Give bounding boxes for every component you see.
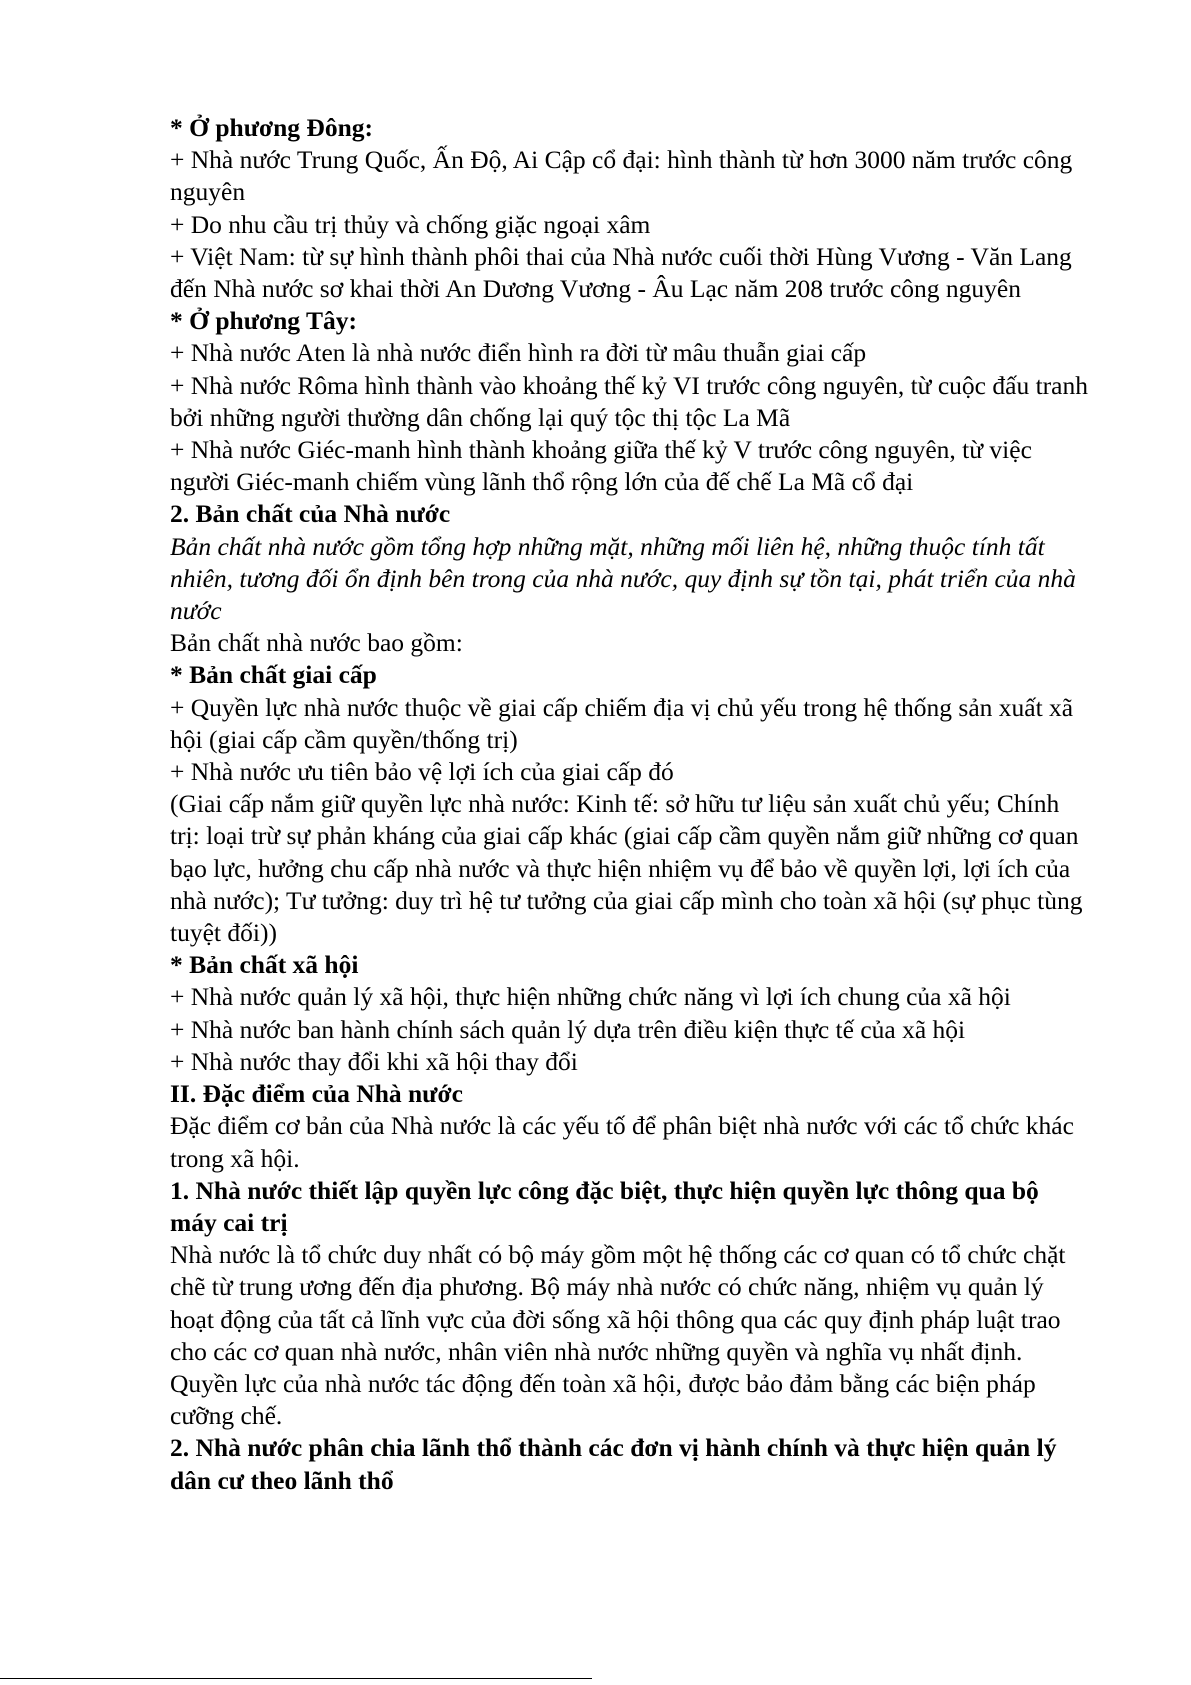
- section-heading-territory: 2. Nhà nước phân chia lãnh thổ thành các đơn vị hành chính và thực hiện quản lý dân cư theo lãnh thổ: [170, 1433, 1057, 1495]
- definition-paragraph: Bản chất nhà nước gồm tổng hợp những mặt, những mối liên hệ, những thuộc tính tất nhiên, tương đối ổn định bên trong của nhà nước, quy định sự tồn tại, phát triển của nhà nước: [170, 531, 1076, 626]
- paragraph: + Nhà nước quản lý xã hội, thực hiện những chức năng vì lợi ích chung của xã hội: [170, 982, 1011, 1012]
- paragraph: + Nhà nước Giéc-manh hình thành khoảng giữa thế kỷ V trước công nguyên, từ việc người Giéc-manh chiếm vùng lãnh thổ rộng lớn của đế chế La Mã cổ đại: [170, 435, 1032, 497]
- footer-divider: [0, 1678, 592, 1679]
- paragraph: + Nhà nước thay đổi khi xã hội thay đổi: [170, 1046, 578, 1076]
- heading-western: * Ở phương Tây:: [170, 306, 357, 336]
- paragraph: + Do nhu cầu trị thủy và chống giặc ngoại xâm: [170, 209, 651, 239]
- paragraph: + Nhà nước Aten là nhà nước điển hình ra đời từ mâu thuẫn giai cấp: [170, 338, 867, 368]
- paragraph: (Giai cấp nắm giữ quyền lực nhà nước: Kinh tế: sở hữu tư liệu sản xuất chủ yếu; Chính trị: loại trừ sự phản kháng của giai cấp khác (giai cấp cầm quyền nắm giữ những cơ quan bạo lực, hưởng chu cấp nhà nước và thực hiện nhiệm vụ để bảo về quyền lợi, lợi ích của nhà nước); Tư tưởng: duy trì hệ tư tưởng của giai cấp mình cho toàn xã hội (sự phục tùng tuyệt đối)): [170, 789, 1083, 948]
- heading-class-nature: * Bản chất giai cấp: [170, 660, 377, 690]
- document-page: [170, 112, 1090, 1497]
- paragraph: Bản chất nhà nước bao gồm:: [170, 628, 463, 658]
- paragraph: + Nhà nước Rôma hình thành vào khoảng thế kỷ VI trước công nguyên, từ cuộc đấu tranh bởi những người thường dân chống lại quý tộc thị tộc La Mã: [170, 370, 1088, 432]
- paragraph: + Nhà nước ban hành chính sách quản lý dựa trên điều kiện thực tế của xã hội: [170, 1014, 966, 1044]
- paragraph: Nhà nước là tổ chức duy nhất có bộ máy gồm một hệ thống các cơ quan có tổ chức chặt chẽ từ trung ương đến địa phương. Bộ máy nhà nước có chức năng, nhiệm vụ quản lý hoạt động của tất cả lĩnh vực của đời sống xã hội thông qua các quy định pháp luật trao cho các cơ quan nhà nước, nhân viên nhà nước những quyền và nghĩa vụ nhất định. Quyền lực của nhà nước tác động đến toàn xã hội, được bảo đảm bằng các biện pháp cưỡng chế.: [170, 1240, 1066, 1431]
- paragraph: + Nhà nước Trung Quốc, Ấn Độ, Ai Cập cổ đại: hình thành từ hơn 3000 năm trước công nguyên: [170, 145, 1073, 207]
- section-heading-nature: 2. Bản chất của Nhà nước: [170, 499, 451, 529]
- heading-eastern: * Ở phương Đông:: [170, 113, 374, 142]
- paragraph: + Quyền lực nhà nước thuộc về giai cấp chiếm địa vị chủ yếu trong hệ thống sản xuất xã hội (giai cấp cầm quyền/thống trị): [170, 692, 1074, 754]
- section-heading-public-power: 1. Nhà nước thiết lập quyền lực công đặc biệt, thực hiện quyền lực thông qua bộ máy cai trị: [170, 1175, 1039, 1237]
- paragraph: + Nhà nước ưu tiên bảo vệ lợi ích của giai cấp đó: [170, 757, 674, 787]
- paragraph: + Việt Nam: từ sự hình thành phôi thai của Nhà nước cuối thời Hùng Vương - Văn Lang đến Nhà nước sơ khai thời An Dương Vương - Âu Lạc năm 208 trước công nguyên: [170, 241, 1072, 304]
- heading-social-nature: * Bản chất xã hội: [170, 950, 359, 980]
- chapter-heading-characteristics: II. Đặc điểm của Nhà nước: [170, 1079, 463, 1109]
- paragraph: Đặc điểm cơ bản của Nhà nước là các yếu tố để phân biệt nhà nước với các tổ chức khác trong xã hội.: [170, 1111, 1074, 1173]
